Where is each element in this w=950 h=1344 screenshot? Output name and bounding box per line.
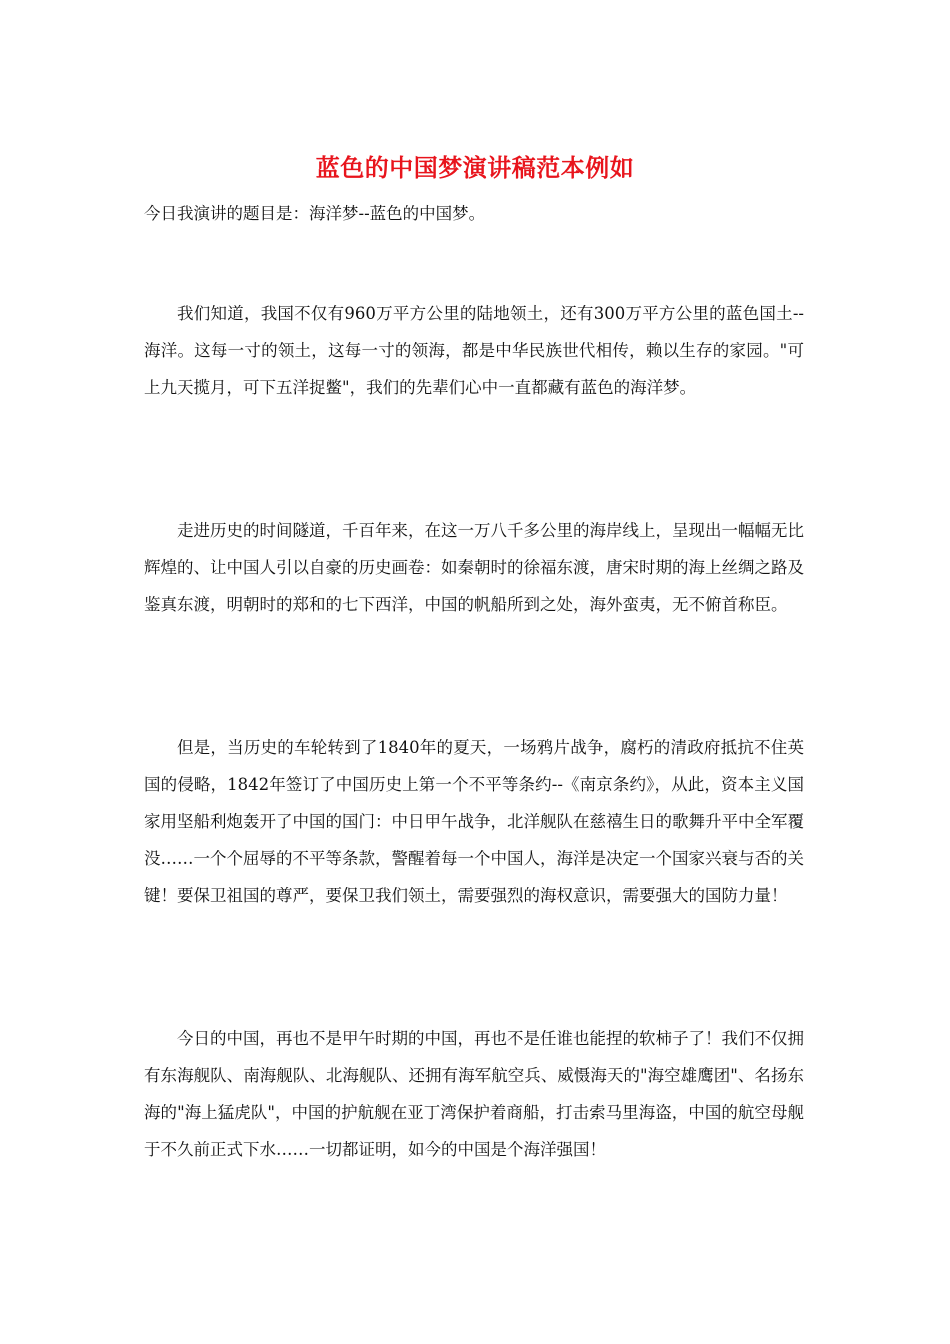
paragraph-4: 今日的中国，再也不是甲午时期的中国，再也不是任谁也能捏的软柿子了！我们不仅拥有东海舰队、南海舰队、北海舰队、还拥有海军航空兵、威慑海天的"海空雄鹰团"、名扬东海的"海上猛虎队"，中国的护航舰在亚丁湾保护着商船，打击索马里海盗，中国的航空母舰于不久前正式下水……一切都证明，如今的中国是个海洋强国！ [144,1029,804,1159]
paragraph-1: 我们知道，我国不仅有960万平方公里的陆地领土，还有300万平方公里的蓝色国土--海洋。这每一寸的领土，这每一寸的领海，都是中华民族世代相传，赖以生存的家园。"可上九天揽月，可下五洋捉鳖"，我们的先辈们心中一直都藏有蓝色的海洋梦。 [144,304,804,397]
paragraph-3: 但是，当历史的车轮转到了1840年的夏天，一场鸦片战争，腐朽的清政府抵抗不住英国的侵略，1842年签订了中国历史上第一个不平等条约--《南京条约》，从此，资本主义国家用坚船利炮轰开了中国的国门：中日甲午战争，北洋舰队在慈禧生日的歌舞升平中全军覆没……一个个屈辱的不平等条款，警醒着每一个中国人，海洋是决定一个国家兴衰与否的关键！要保卫祖国的尊严，要保卫我们领土，需要强烈的海权意识，需要强大的国防力量！ [144,738,804,905]
intro-line: 今日我演讲的题目是：海洋梦--蓝色的中国梦。 [144,204,486,223]
paragraph-2: 走进历史的时间隧道，千百年来，在这一万八千多公里的海岸线上，呈现出一幅幅无比辉煌的、让中国人引以自豪的历史画卷：如秦朝时的徐福东渡，唐宋时期的海上丝绸之路及鉴真东渡，明朝时的郑和的七下西洋，中国的帆船所到之处，海外蛮夷，无不俯首称臣。 [144,521,804,614]
document-title: 蓝色的中国梦演讲稿范本例如 [315,153,635,182]
